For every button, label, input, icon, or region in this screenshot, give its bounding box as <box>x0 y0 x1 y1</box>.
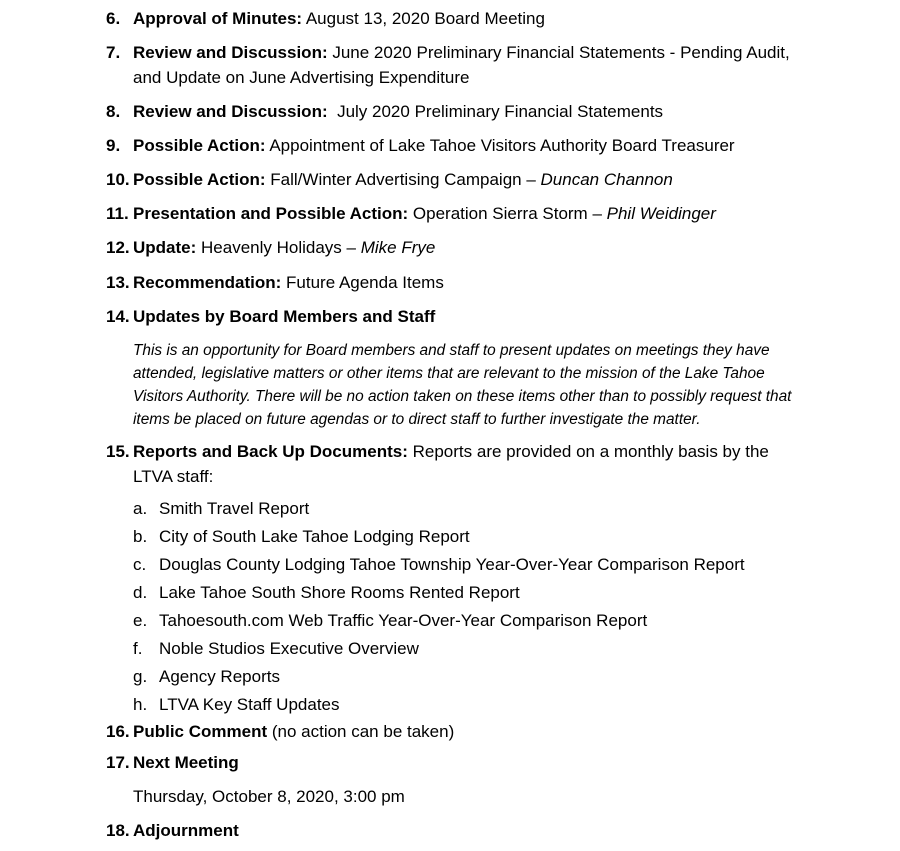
report-list-item <box>133 692 340 717</box>
item-label: Reports and Back Up Documents: <box>133 442 408 461</box>
presenter-name: Phil Weidinger <box>606 204 716 223</box>
list-letter: a. <box>133 499 148 518</box>
report-title: Smith Travel Report <box>159 499 310 518</box>
item-label: Possible Action: <box>133 136 266 155</box>
report-list-item <box>133 524 470 549</box>
item-text: Reports are provided on a monthly basis by the LTVA staff: <box>133 442 769 486</box>
report-title: Douglas County Lodging Tahoe Township Year-Over-Year Comparison Report <box>159 555 745 574</box>
report-list-item <box>133 664 280 689</box>
agenda-item-9 <box>106 133 796 158</box>
item-number: 18. <box>106 821 130 840</box>
list-letter: c. <box>133 555 147 574</box>
item-number: 9. <box>106 136 121 155</box>
item-number: 14. <box>106 307 130 326</box>
agenda-item-15 <box>106 439 796 489</box>
list-letter: h. <box>133 695 148 714</box>
item-label: Review and Discussion: <box>133 102 328 121</box>
item-number: 11. <box>106 204 129 223</box>
agenda-item-11 <box>106 201 796 226</box>
item-text: Appointment of Lake Tahoe Visitors Authority Board Treasurer <box>265 136 735 155</box>
agenda-item-8 <box>106 99 796 124</box>
item-14-note: This is an opportunity for Board members and staff to present updates on meetings they have attended, legislative matters or other items that are relevant to the mission of the Lake Tahoe Visitors Authority. There will be no action taken on these items other than to possibly request that items be placed on future agendas or to direct staff to further investigate the matter. <box>133 342 792 428</box>
list-letter: b. <box>133 527 148 546</box>
list-letter: d. <box>133 583 148 602</box>
item-text: Heavenly Holidays – <box>196 238 361 257</box>
item-number: 17. <box>106 753 130 772</box>
item-text: July 2020 Preliminary Financial Statements <box>327 102 664 121</box>
item-label: Next Meeting <box>133 753 239 772</box>
agenda-item-6 <box>106 6 796 31</box>
report-list-item <box>133 552 745 577</box>
agenda-item-7 <box>106 40 796 90</box>
item-label: Updates by Board Members and Staff <box>133 307 436 326</box>
item-text: Fall/Winter Advertising Campaign – <box>265 170 541 189</box>
agenda-item-14 <box>106 304 796 329</box>
item-number: 16. <box>106 722 130 741</box>
agenda-item-18 <box>106 818 796 843</box>
item-label: Review and Discussion: <box>133 43 328 62</box>
item-text: Operation Sierra Storm – <box>408 204 607 223</box>
agenda-item-12 <box>106 235 796 260</box>
agenda-item-10 <box>106 167 796 192</box>
report-title: Tahoesouth.com Web Traffic Year-Over-Year Comparison Report <box>159 611 648 630</box>
item-number: 12. <box>106 238 130 257</box>
report-title: City of South Lake Tahoe Lodging Report <box>159 527 470 546</box>
item-text: August 13, 2020 Board Meeting <box>302 9 545 28</box>
item-label: Approval of Minutes: <box>133 9 303 28</box>
item-label: Public Comment <box>133 722 268 741</box>
presenter-name: Duncan Channon <box>540 170 673 189</box>
report-list-item <box>133 496 309 521</box>
report-title: Agency Reports <box>159 667 280 686</box>
item-text: Future Agenda Items <box>281 273 444 292</box>
item-label: Recommendation: <box>133 273 282 292</box>
report-title: Noble Studios Executive Overview <box>159 639 419 658</box>
report-list-item <box>133 580 520 605</box>
presenter-name: Mike Frye <box>360 238 436 257</box>
agenda-item-13 <box>106 270 796 295</box>
next-meeting-date: Thursday, October 8, 2020, 3:00 pm <box>133 787 405 806</box>
item-number: 6. <box>106 9 121 28</box>
agenda-item-16 <box>106 719 796 744</box>
item-number: 8. <box>106 102 121 121</box>
list-letter: f. <box>133 639 143 658</box>
agenda-item-17 <box>106 750 796 775</box>
item-text: June 2020 Preliminary Financial Statements - Pending Audit, and Update on June Advertising Expenditure <box>133 43 790 87</box>
item-label: Presentation and Possible Action: <box>133 204 409 223</box>
item-label: Update: <box>133 238 197 257</box>
item-label: Adjournment <box>133 821 239 840</box>
item-number: 13. <box>106 273 130 292</box>
item-number: 10. <box>106 170 130 189</box>
item-number: 15. <box>106 442 130 461</box>
list-letter: g. <box>133 667 148 686</box>
report-list-item <box>133 636 419 661</box>
item-label: Possible Action: <box>133 170 266 189</box>
report-title: Lake Tahoe South Shore Rooms Rented Report <box>159 583 520 602</box>
report-title: LTVA Key Staff Updates <box>159 695 340 714</box>
list-letter: e. <box>133 611 148 630</box>
report-list-item <box>133 608 647 633</box>
item-number: 7. <box>106 43 121 62</box>
item-text: (no action can be taken) <box>267 722 455 741</box>
